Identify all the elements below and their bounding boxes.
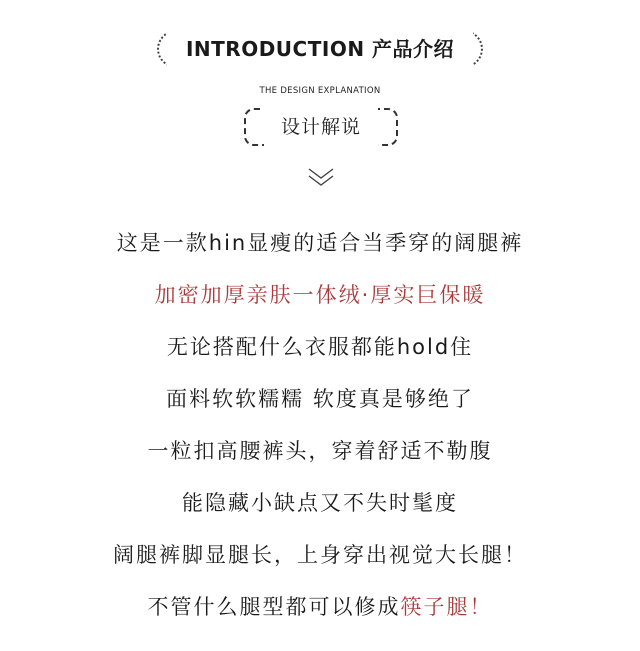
description-line-8 [0, 591, 640, 621]
description-line-8-plain: 不管什么腿型都可以修成 [147, 595, 401, 619]
description-line-1: 这是一款hin显瘦的适合当季穿的阔腿裤 [116, 231, 524, 255]
description-line-5: 一粒扣高腰裤头，穿着舒适不勒腹 [147, 439, 493, 463]
title-badge [157, 30, 483, 68]
description-line-4: 面料软软糯糯 软度真是够绝了 [166, 387, 474, 411]
double-chevron-down-icon [307, 166, 335, 188]
description-line-8-highlight: 筷子腿！ [400, 595, 493, 619]
description-line-6: 能隐藏小缺点又不失时髦度 [182, 491, 458, 515]
page-subtitle: THE DESIGN EXPLANATION [259, 86, 381, 96]
description-line-3: 无论搭配什么衣服都能hold住 [166, 335, 474, 359]
section-badge [244, 108, 398, 146]
section-label: 设计解说 [280, 116, 361, 138]
description-line-2: 加密加厚亲肤一体绒·厚实巨保暖 [154, 283, 486, 307]
description-line-7: 阔腿裤脚显腿长，上身穿出视觉大长腿！ [113, 543, 527, 567]
page-title: INTRODUCTION 产品介绍 [185, 37, 455, 61]
